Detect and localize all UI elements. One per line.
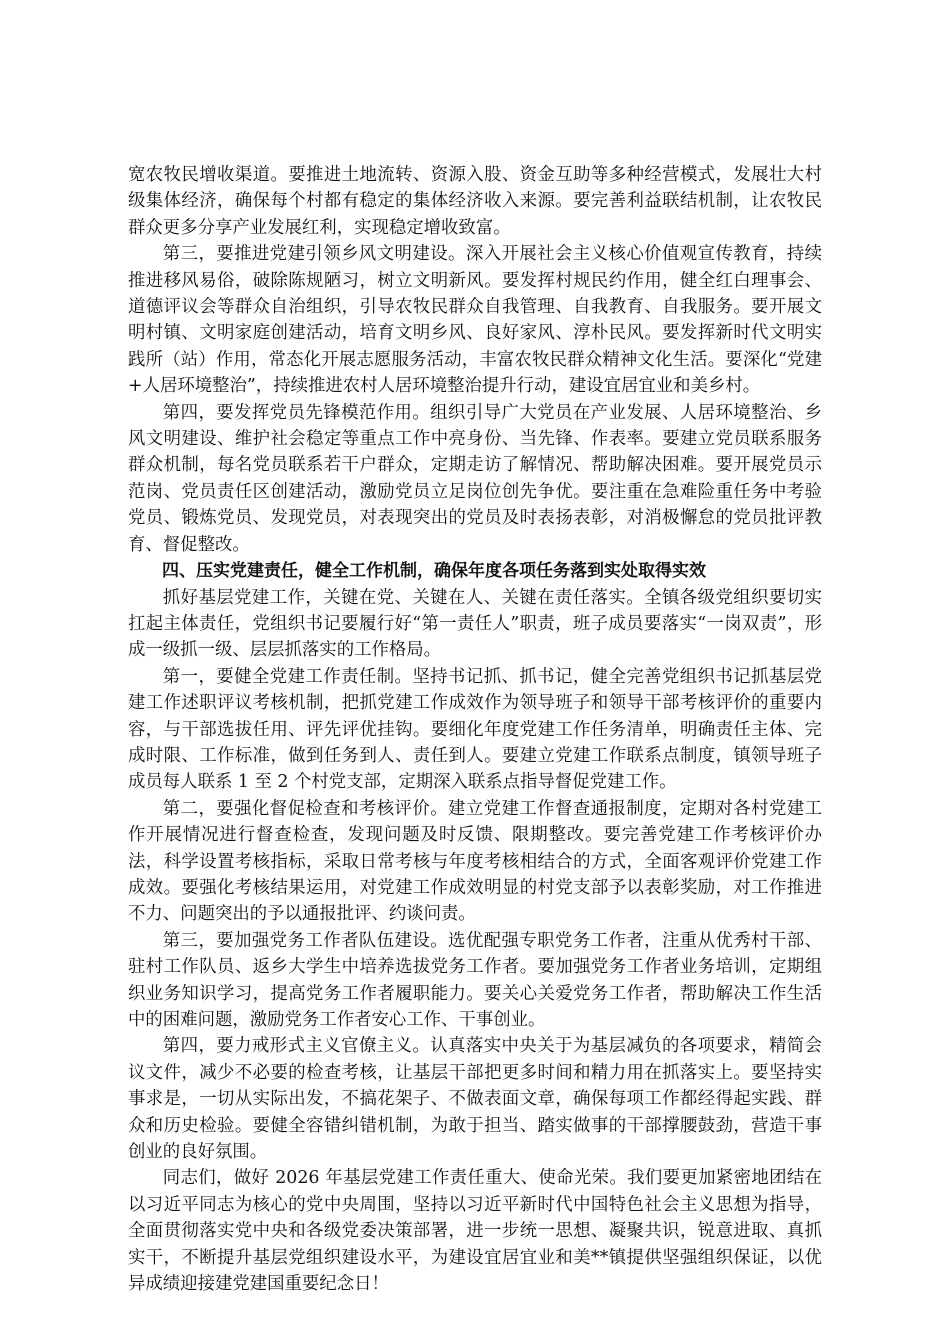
paragraph-fourth-formalism: 第四，要力戒形式主义官僚主义。认真落实中央关于为基层减负的各项要求，精简会议文件，减少不必要的检查考核，让基层干部把更多时间和精力用在抓落实上。要坚持实事求是，一切从实际出发，不搞花架子、不做表面文章，确保每项工作都经得起实践、群众和历史检验。要健全容错纠错机制，为敢于担当、踏实做事的干部撑腰鼓劲，营造干事创业的良好氛围。 — [128, 1036, 822, 1163]
paragraph-continuation: 宽农牧民增收渠道。要推进土地流转、资源入股、资金互助等多种经营模式，发展壮大村级集体经济，确保每个村都有稳定的集体经济收入来源。要完善利益联结机制，让农牧民群众更多分享产业发展红利，实现稳定增收致富。 — [128, 165, 822, 238]
section-heading-four: 四、压实党建责任，健全工作机制，确保年度各项任务落到实处取得实效 — [162, 561, 706, 582]
paragraph-responsibility-intro: 抓好基层党建工作，关键在党、关键在人、关键在责任落实。全镇各级党组织要切实扛起主体责任，党组织书记要履行好“第一责任人”职责，班子成员要落实“一岗双责”，形成一级抓一级、层层抓落实的工作格局。 — [128, 587, 822, 661]
paragraph-second-supervision: 第二，要强化督促检查和考核评价。建立党建工作督查通报制度，定期对各村党建工作开展情况进行督查检查，发现问题及时反馈、限期整改。要完善党建工作考核评价办法，科学设置考核指标，采取日常考核与年度考核相结合的方式，全面客观评价党建工作成效。要强化考核结果运用，对党建工作成效明显的村党支部予以表彰奖励，对工作推进不力、问题突出的予以通报批评、约谈问责。 — [128, 798, 822, 925]
paragraph-closing: 同志们，做好 2026 年基层党建工作责任重大、使命光荣。我们要更加紧密地团结在以习近平同志为核心的党中央周围，坚持以习近平新时代中国特色社会主义思想为指导，全面贯彻落实党中央和各级党委决策部署，进一步统一思想、凝聚共识，锐意进取、真抓实干，不断提升基层党组织建设水平，为建设宜居宜业和美**镇提供坚强组织保证，以优异成绩迎接建党建国重要纪念日！ — [128, 1168, 822, 1295]
paragraph-fourth-party-member-role: 第四，要发挥党员先锋模范作用。组织引导广大党员在产业发展、人居环境整治、乡风文明建设、维护社会稳定等重点工作中亮身份、当先锋、作表率。要建立党员联系服务群众机制，每名党员联系若干户群众，定期走访了解情况、帮助解决困难。要开展党员示范岗、党员责任区创建活动，激励党员立足岗位创先争优。要注重在急难险重任务中考验党员、锻炼党员、发现党员，对表现突出的党员及时表扬表彰，对消极懈怠的党员批评教育、督促整改。 — [128, 402, 822, 555]
paragraph-first-responsibility-system: 第一，要健全党建工作责任制。坚持书记抓、抓书记，健全完善党组织书记抓基层党建工作述职评议考核机制，把抓党建工作成效作为领导班子和领导干部考核评价的重要内容，与干部选拔任用、评先评优挂钩。要细化年度党建工作任务清单，明确责任主体、完成时限、工作标准，做到任务到人、责任到人。要建立党建工作联系点制度，镇领导班子成员每人联系 1 至 2 个村党支部，定期深入联系点指导督促党建工作。 — [128, 666, 822, 793]
paragraph-third-party-workers: 第三，要加强党务工作者队伍建设。选优配强专职党务工作者，注重从优秀村干部、驻村工作队员、返乡大学生中培养选拔党务工作者。要加强党务工作者业务培训，定期组织业务知识学习，提高党务工作者履职能力。要关心关爱党务工作者，帮助解决工作生活中的困难问题，激励党务工作者安心工作、干事创业。 — [128, 930, 822, 1030]
document-body — [128, 162, 822, 1297]
paragraph-third-rural-civilization: 第三，要推进党建引领乡风文明建设。深入开展社会主义核心价值观宣传教育，持续推进移风易俗，破除陈规陋习，树立文明新风。要发挥村规民约作用，健全红白理事会、道德评议会等群众自治组织，引导农牧民群众自我管理、自我教育、自我服务。要开展文明村镇、文明家庭创建活动，培育文明乡风、良好家风、淳朴民风。要发挥新时代文明实践所（站）作用，常态化开展志愿服务活动，丰富农牧民群众精神文化生活。要深化“党建+人居环境整治”，持续推进农村人居环境整治提升行动，建设宜居宜业和美乡村。 — [128, 244, 822, 397]
